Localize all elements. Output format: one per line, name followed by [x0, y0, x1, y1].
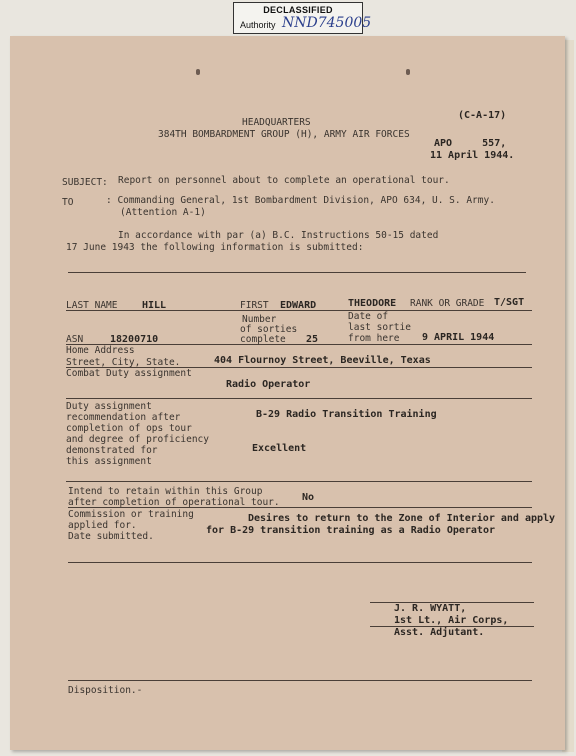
signature-line: [370, 626, 534, 627]
document-page: [10, 36, 565, 750]
asn-value: 18200710: [110, 334, 159, 345]
header-line-2: 384TH BOMBARDMENT GROUP (H), ARMY AIR FORCES: [158, 129, 410, 140]
address-value: 404 Flournoy Street, Beeville, Texas: [214, 355, 431, 366]
punch-hole: [196, 69, 200, 75]
commission-value-line-2: for B-29 transition training as a Radio Operator: [206, 525, 495, 536]
duty-label-line: demonstrated for: [66, 445, 158, 456]
header-code: (C-A-17): [458, 110, 507, 121]
middle-name-value: THEODORE: [348, 298, 397, 309]
commission-label: Commission or training: [68, 509, 194, 520]
signature-rank: 1st Lt., Air Corps,: [394, 615, 509, 626]
first-name-value: EDWARD: [280, 300, 317, 311]
divider-line: [68, 272, 526, 273]
declassified-stamp: [233, 2, 372, 34]
retain-underline: [68, 507, 532, 508]
duty-label-line: completion of ops tour: [66, 423, 192, 434]
disposition-label: Disposition.-: [68, 685, 143, 696]
signature-name: J. R. WYATT,: [394, 603, 467, 614]
intro-line-1: In accordance with par (a) B.C. Instructions 50-15 dated: [118, 230, 439, 241]
subject-text: Report on personnel about to complete an operational tour.: [118, 175, 450, 186]
to-line-1: : Commanding General, 1st Bombardment Division, APO 634, U. S. Army.: [106, 195, 495, 206]
first-name-label: FIRST: [240, 300, 269, 311]
commission-underline: [68, 562, 532, 563]
retain-value: No: [302, 492, 315, 503]
header-line-1: HEADQUARTERS: [242, 117, 311, 128]
stamp-authority-label: Authority: [240, 20, 276, 30]
header-date: 11 April 1944.: [430, 150, 515, 161]
combat-duty-label: Combat Duty assignment: [66, 368, 192, 379]
last-name-label: LAST NAME: [66, 300, 118, 311]
sorties-number-value: 25: [306, 334, 319, 345]
duty-label-line: and degree of proficiency: [66, 434, 209, 445]
retain-label: after completion of operational tour.: [68, 497, 280, 508]
duty-label-line: Duty assignment: [66, 401, 152, 412]
commission-value-line-1: Desires to return to the Zone of Interior and apply: [248, 513, 556, 524]
date-submitted-label: Date submitted.: [68, 531, 154, 542]
stamp-authority-value: NND745005: [282, 15, 372, 31]
last-name-value: HILL: [142, 300, 167, 311]
last-sortie-label: last sortie: [348, 322, 411, 333]
commission-label: applied for.: [68, 520, 137, 531]
asn-label: ASN: [66, 334, 84, 345]
address-label: Street, City, State.: [66, 357, 181, 368]
to-line-2: (Attention A-1): [120, 207, 206, 218]
name-underline: [66, 310, 532, 311]
subject-label: SUBJECT:: [62, 177, 108, 188]
sorties-number-label: complete: [240, 334, 286, 345]
rank-value: T/SGT: [494, 297, 525, 308]
combat-underline: [66, 398, 532, 399]
proficiency-value: Excellent: [252, 443, 307, 454]
to-label: TO: [62, 197, 74, 208]
disposition-line: [68, 680, 532, 681]
address-label: Home Address: [66, 345, 135, 356]
sorties-number-label: Number: [242, 314, 277, 325]
last-sortie-label: from here: [348, 333, 400, 344]
header-apo: APO 557,: [434, 138, 507, 149]
punch-hole: [406, 69, 410, 75]
sorties-number-label: of sorties: [240, 324, 298, 335]
signature-title: Asst. Adjutant.: [394, 627, 485, 638]
intro-line-2: 17 June 1943 the following information is submitted:: [66, 242, 364, 253]
combat-duty-value: Radio Operator: [226, 379, 311, 390]
duty-recommendation-value: B-29 Radio Transition Training: [256, 409, 437, 420]
stamp-title: DECLASSIFIED: [263, 5, 333, 15]
duty-label-line: recommendation after: [66, 412, 181, 423]
last-sortie-label: Date of: [348, 311, 389, 322]
retain-label: Intend to retain within this Group: [68, 486, 263, 497]
duty-label-line: this assignment: [66, 456, 152, 467]
duty-underline: [66, 481, 532, 482]
asn-underline: [66, 344, 532, 345]
rank-label: RANK OR GRADE: [410, 298, 485, 309]
last-sortie-value: 9 APRIL 1944: [422, 332, 495, 343]
